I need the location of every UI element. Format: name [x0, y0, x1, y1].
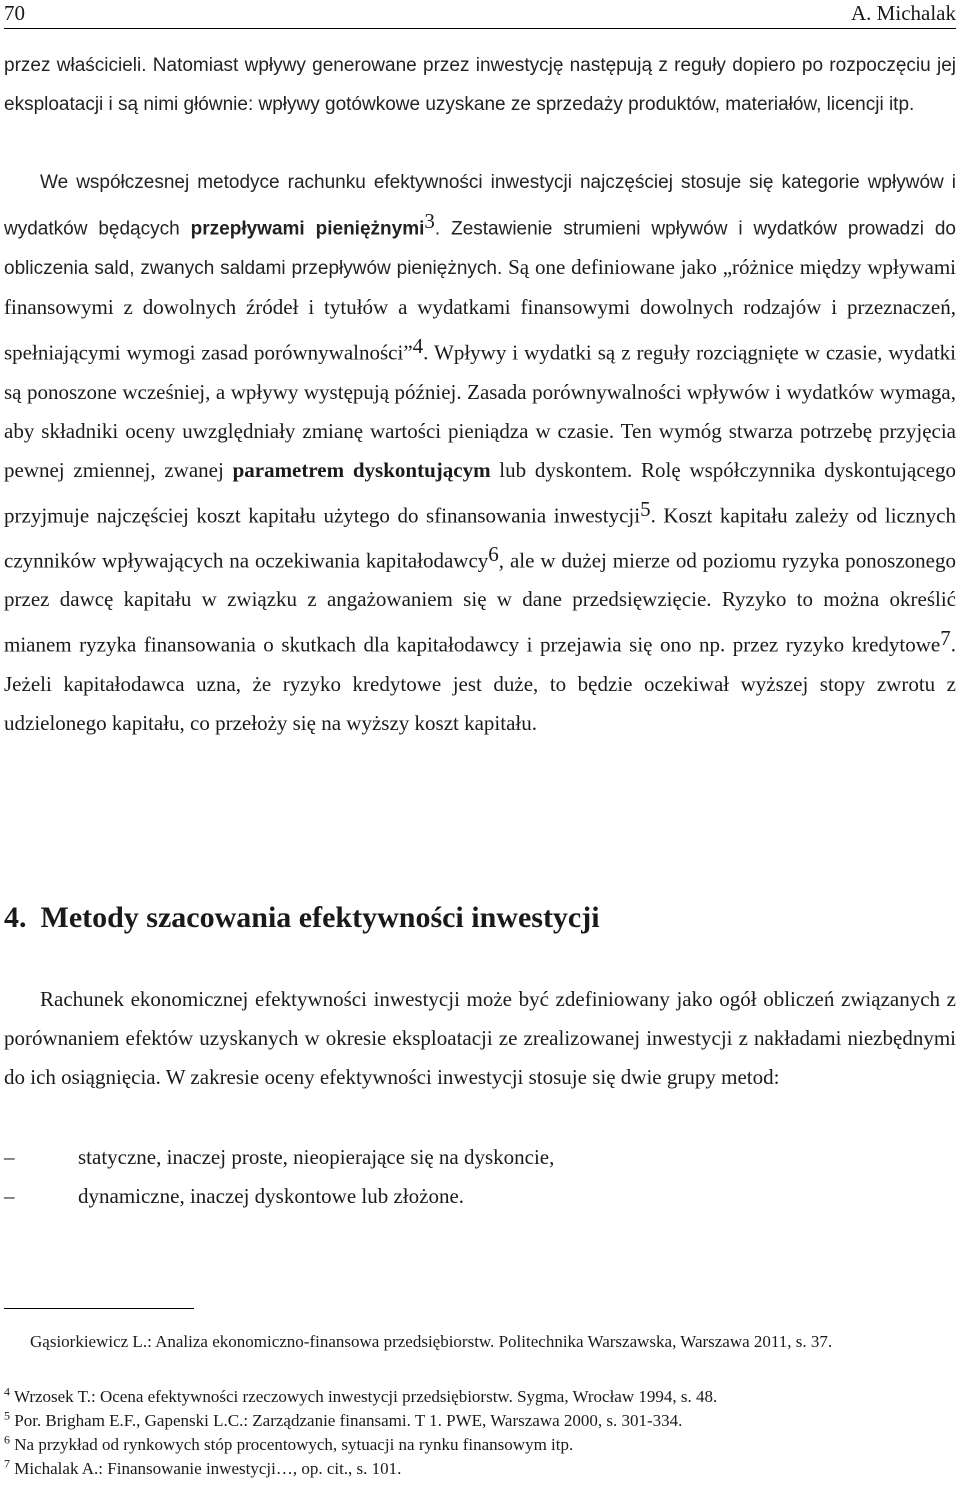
- dash-bullet: –: [4, 1184, 15, 1208]
- list-item-text: statyczne, inaczej proste, nieopierające się na dyskoncie,: [78, 1145, 555, 1169]
- paragraph-methods-intro: Rachunek ekonomicznej efektywności inwestycji może być zdefiniowany jako ogół obliczeń związanych z porównaniem efektów uzyskanych w okresie eksploatacji ze zrealizowanej inwestycji z nakładami niezbędnymi do ich osiągnięcia. W zakresie oceny efektywności inwestycji stosuje się dwie grupy metod:: [4, 987, 956, 1089]
- footnote-text: Wrzosek T.: Ocena efektywności rzeczowych inwestycji przedsiębiorstw. Sygma, Wrocław 1994, s. 48.: [13, 1387, 718, 1406]
- footnote-ref-6: 6: [488, 541, 499, 566]
- footnote-text: Gąsiorkiewicz L.: Analiza ekonomiczno-finansowa przedsiębiorstw. Politechnika Warszawska, Warszawa 2011, s. 37.: [30, 1332, 833, 1351]
- footnote-number: 5: [4, 1408, 10, 1423]
- running-header: [4, 0, 956, 30]
- footnote: [4, 1457, 956, 1481]
- list-item: [4, 1138, 956, 1177]
- footnote: [4, 1385, 956, 1409]
- footnote-ref-5: 5: [640, 496, 651, 521]
- footnote: [4, 1330, 956, 1354]
- footnote-text: Michalak A.: Finansowanie inwestycji…, op. cit., s. 101.: [14, 1459, 402, 1478]
- footnote-number: 7: [4, 1456, 10, 1471]
- section-number: 4.: [4, 901, 27, 934]
- bold-term-discount-parameter: parametrem dyskontującym: [232, 457, 491, 482]
- footnote-text: Por. Brigham E.F., Gapenski L.C.: Zarządzanie finansami. T 1. PWE, Warszawa 2000, s. 301-334.: [14, 1411, 683, 1430]
- footnote-ref-3: 3: [424, 209, 435, 233]
- paragraph-continuation: przez właścicieli. Natomiast wpływy generowane przez inwestycję następują z reguły dopiero po rozpoczęciu jej eksploatacji i są nimi głównie: wpływy gotówkowe uzyskane ze sprzedaży produktów, materiałów, licencji itp.: [4, 55, 956, 115]
- section-heading: [4, 898, 956, 938]
- footnote: [4, 1433, 956, 1457]
- page-number: 70: [4, 1, 25, 25]
- footnote-text: Na przykład od rynkowych stóp procentowych, sytuacji na rynku finansowym itp.: [14, 1435, 574, 1454]
- paragraph-cash-flows: We współczesnej metodyce rachunku efektywności inwestycji najczęściej stosuje się kategorie wpływów i wydatków będących przepływami pieniężnymi$^3$. Zestawienie strumieni wpływów i wydatków prowadzi do obliczenia sald, zwanych saldami przepływów pieniężnych. Są one definiowane jako „różnice między wpływami finansowymi z dowolnych źródeł i tytułów a wydatkami finansowymi dowolnych rodzajów i przeznaczeń, spełniającymi wymogi zasad porównywalności”$^4$. Wpływy i wydatki są z reguły rozciągnięte w czasie, wydatki są ponoszone wcześniej, a wpływy występują później. Zasada porównywalności wpływów i wydatków wymaga, aby składniki oceny uwzględniały zmianę wartości pieniądza w czasie. Ten wymóg stwarza potrzebę przyjęcia pewnej zmiennej, zwanej parametrem dyskontującym lub dyskontem. Rolę współczynnika dyskontującego przyjmuje najczęściej koszt kapitału użytego do sfinansowania inwestycji$^5$. Koszt kapitału zależy od licznych czynników wpływających na oczekiwania kapitałodawcy$^6$, ale w dużej mierze od poziomu ryzyka ponoszonego przez dawcę kapitału w związku z angażowaniem się w dane przedsięwzięcie. Ryzyko to można określić mianem ryzyka finansowania o skutkach dla kapitałodawcy i przejawia się ono np. przez ryzyko kredytowe$^7$. Jeżeli kapitałodawca uzna, że ryzyko kredytowe jest duże, to będzie oczekiwał wyższej stopy zwrotu z udzielonego kapitału, co przełoży się na wyższy koszt kapitału.: [4, 172, 956, 735]
- footnote: [4, 1409, 956, 1433]
- footnote-separator: [4, 1308, 194, 1309]
- footnote-ref-4: 4: [412, 334, 424, 359]
- bold-term-cash-flows: przepływami pieniężnymi: [190, 218, 425, 240]
- header-rule: [4, 28, 956, 29]
- list-item: [4, 1177, 956, 1216]
- section-title: Metody szacowania efektywności inwestycji: [40, 901, 600, 934]
- list-item-text: dynamiczne, inaczej dyskontowe lub złożone.: [78, 1184, 465, 1208]
- dash-bullet: –: [4, 1145, 15, 1169]
- footnote-number: 6: [4, 1432, 10, 1447]
- footnote-number: 4: [4, 1384, 10, 1399]
- running-author: A. Michalak: [851, 1, 956, 25]
- footnote-ref-7: 7: [940, 626, 951, 651]
